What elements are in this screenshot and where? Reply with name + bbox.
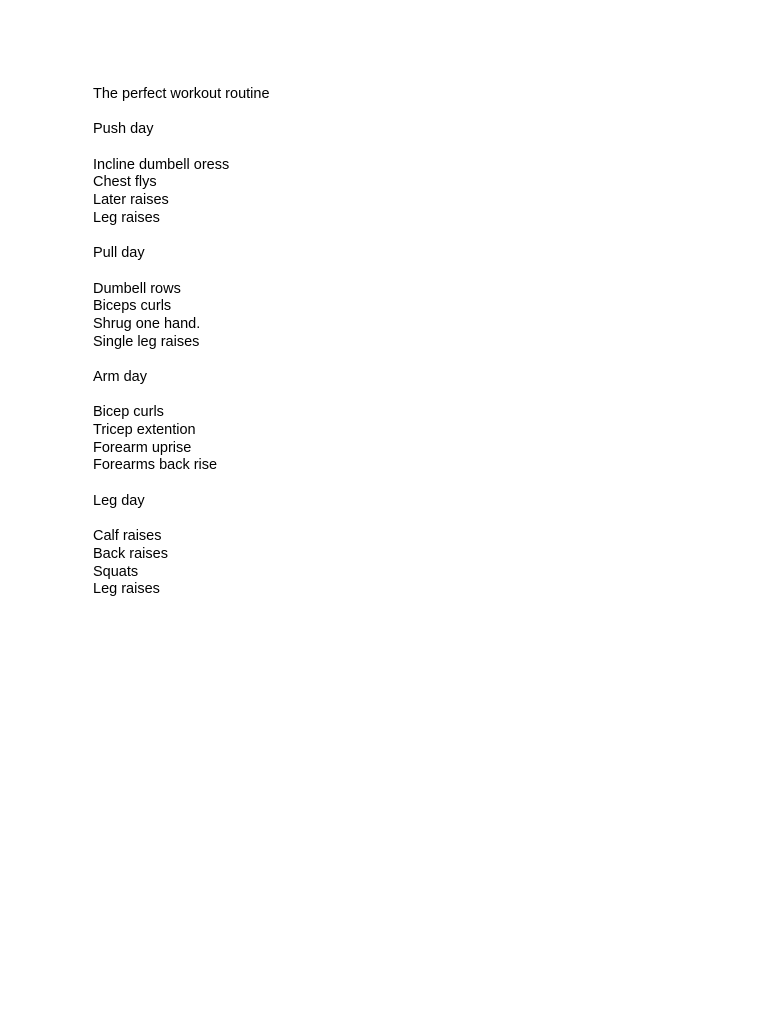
list-item: Dumbell rows bbox=[93, 280, 181, 297]
blank-line bbox=[93, 511, 693, 529]
blank-line bbox=[93, 387, 693, 405]
list-item: Single leg raises bbox=[93, 333, 200, 350]
list-item: Forearms back rise bbox=[93, 457, 218, 474]
list-item: Chest flys bbox=[93, 174, 157, 191]
blank-line bbox=[93, 475, 693, 493]
section-heading-leg: Leg day bbox=[93, 492, 145, 509]
list-item: Biceps curls bbox=[93, 298, 172, 315]
section-heading-push: Push day bbox=[93, 121, 154, 138]
list-item: Bicep curls bbox=[93, 404, 164, 421]
list-item: Calf raises bbox=[93, 528, 162, 545]
list-item: Leg raises bbox=[93, 209, 160, 226]
blank-line bbox=[93, 104, 693, 122]
document-page bbox=[93, 86, 693, 599]
list-item: Squats bbox=[93, 563, 139, 580]
blank-line bbox=[93, 351, 693, 369]
list-item: Back raises bbox=[93, 545, 168, 562]
list-item: Incline dumbell oress bbox=[93, 156, 230, 173]
blank-line bbox=[93, 139, 693, 157]
list-item: Forearm uprise bbox=[93, 439, 192, 456]
list-item: Shrug one hand. bbox=[93, 315, 201, 332]
list-item: Tricep extention bbox=[93, 422, 196, 439]
blank-line bbox=[93, 228, 693, 246]
list-item: Leg raises bbox=[93, 581, 160, 598]
list-item: Later raises bbox=[93, 192, 169, 209]
document-title: The perfect workout routine bbox=[93, 86, 270, 102]
blank-line bbox=[93, 263, 693, 281]
section-heading-arm: Arm day bbox=[93, 369, 147, 385]
section-heading-pull: Pull day bbox=[93, 245, 145, 262]
